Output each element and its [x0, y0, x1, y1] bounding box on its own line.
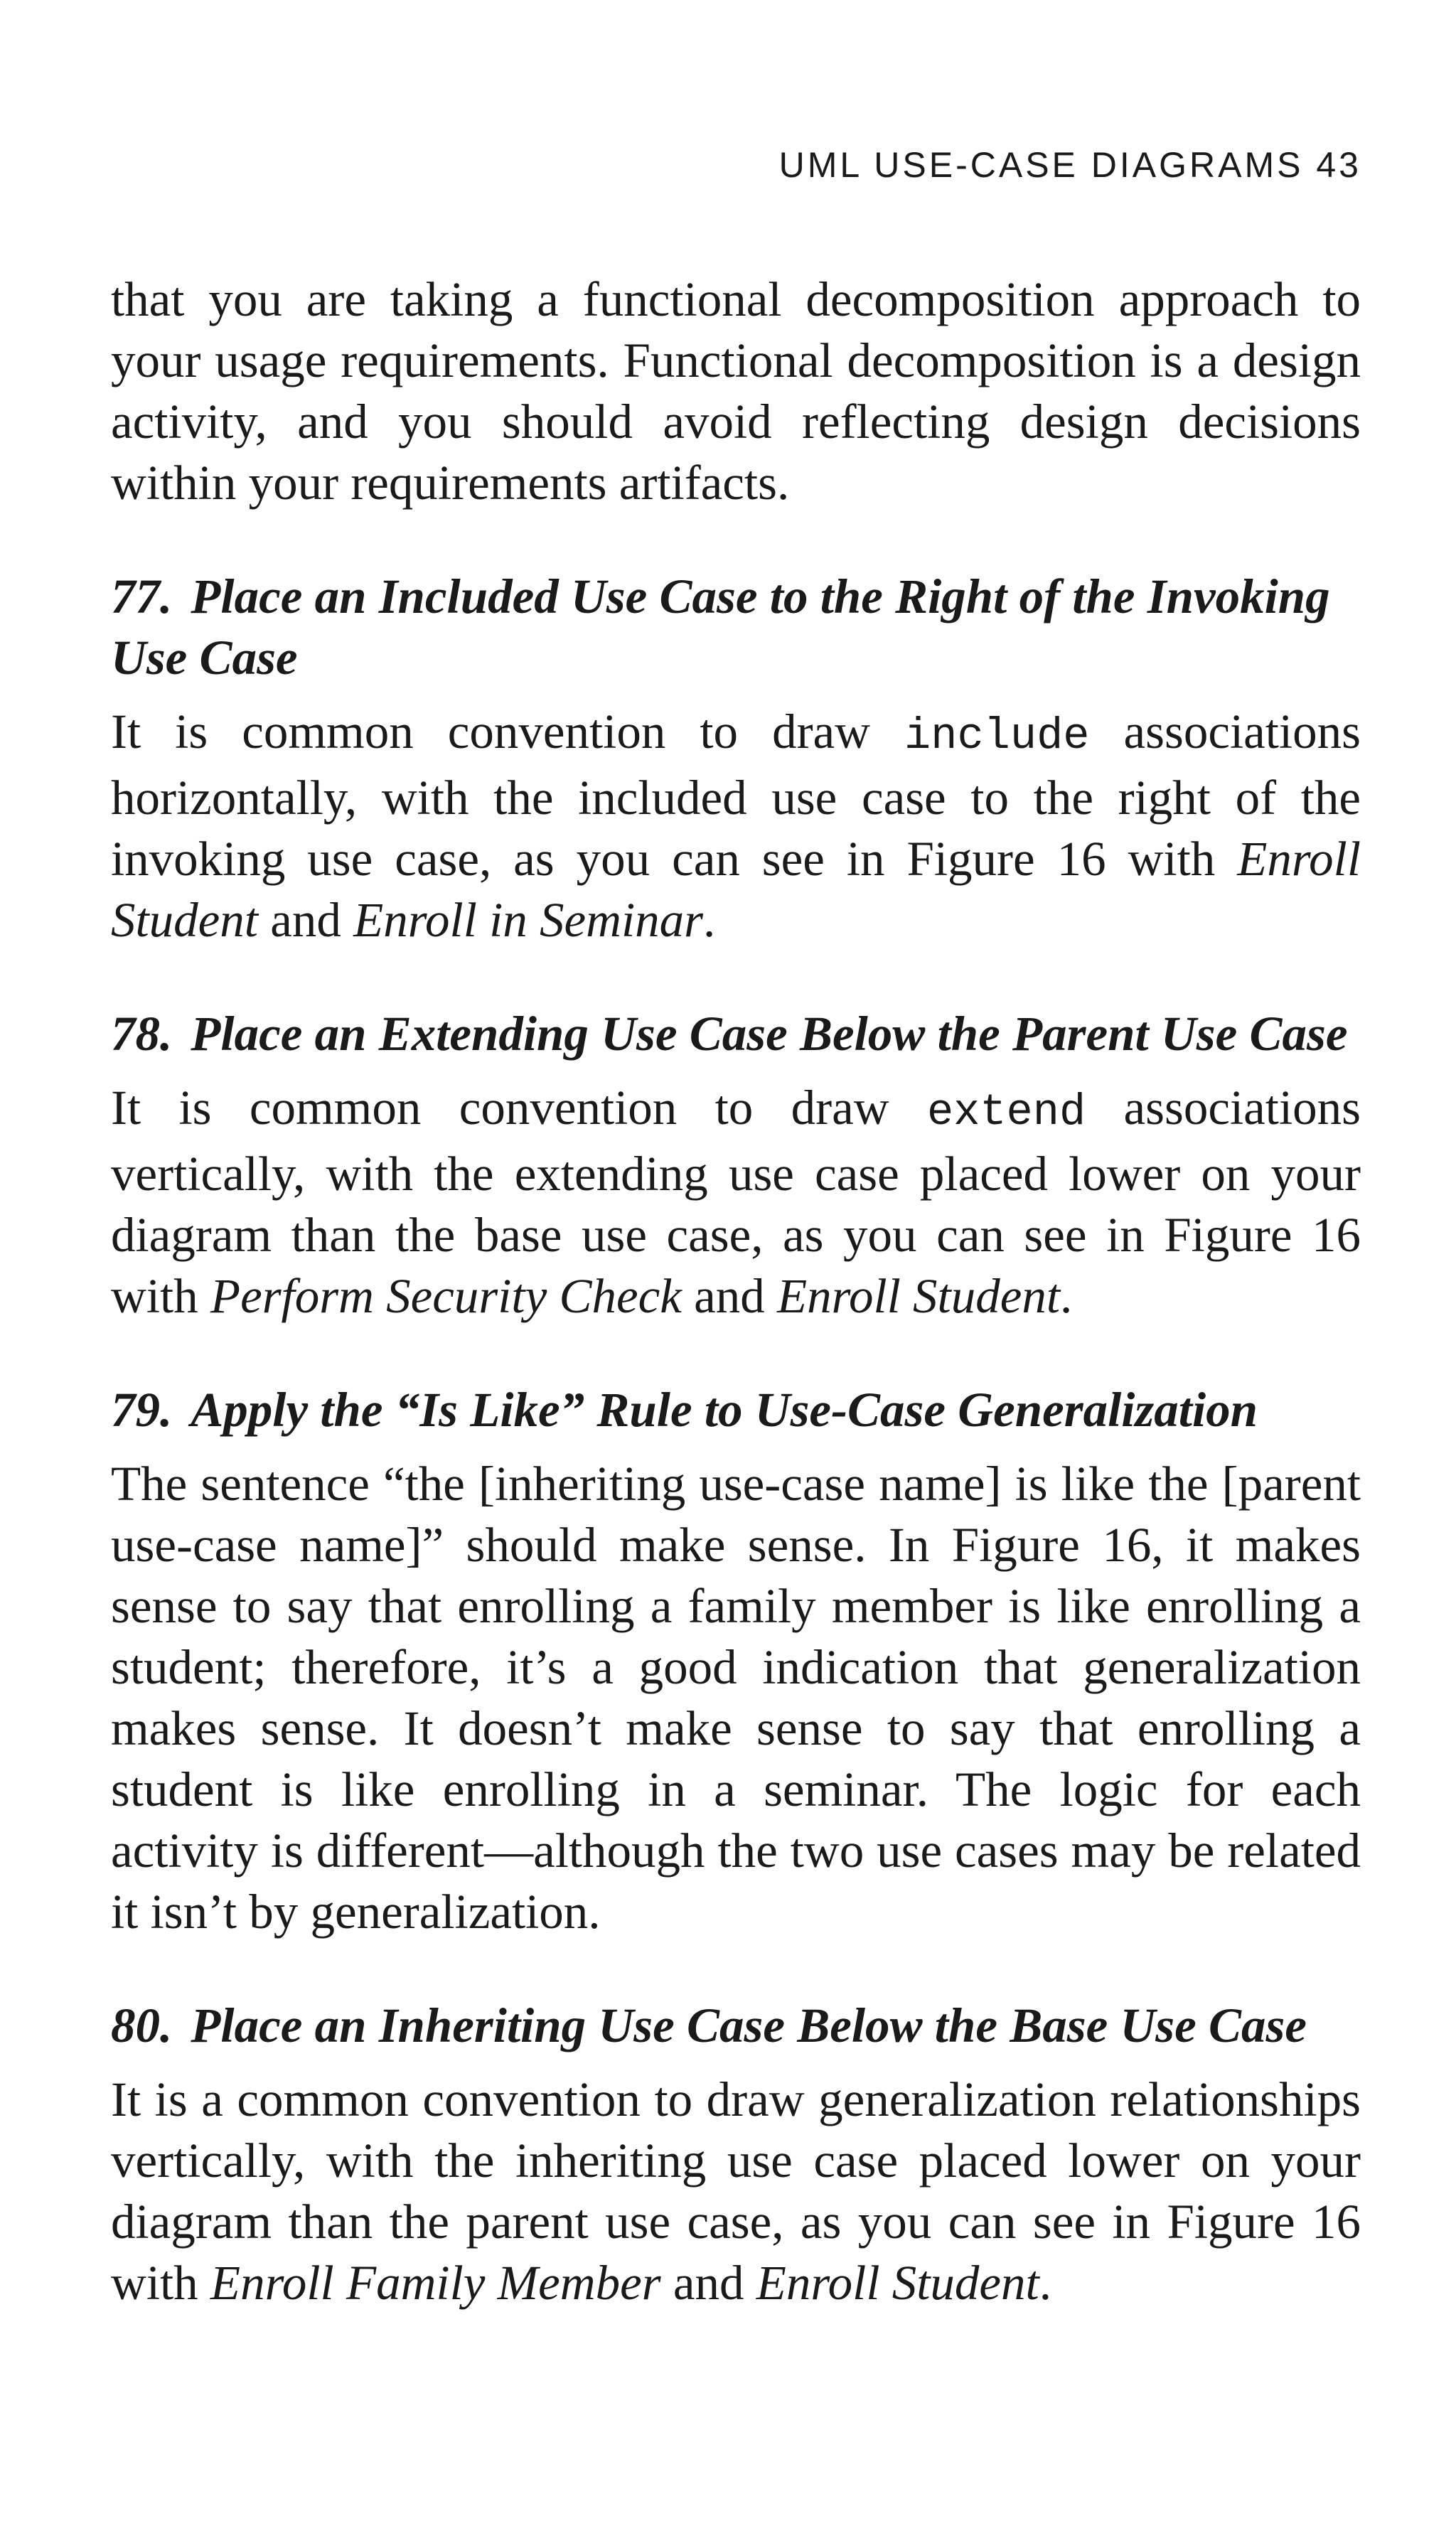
body-text: It is a common convention to draw generalization relationships vertically, with the inheriting use case placed lower on your diagram than the parent use case, as you can see in Figure 16 with — [111, 2072, 1361, 2310]
section-title: Place an Inheriting Use Case Below the Base Use Case — [191, 1998, 1307, 2052]
body-text: It is common convention to draw — [111, 705, 905, 759]
section-77-heading — [111, 566, 1361, 688]
section-79-heading — [111, 1379, 1361, 1440]
body-text: associations horizontally, with the included use case to the right of the invoking use case, as you can see in Figure 16 with — [111, 705, 1361, 886]
section-number: 78. — [111, 1007, 173, 1061]
use-case-name: Perform Security Check — [210, 1269, 682, 1323]
use-case-name: Enroll Student — [756, 2256, 1039, 2310]
running-head: UML USE-CASE DIAGRAMS 43 — [778, 145, 1361, 185]
section-77-body — [111, 701, 1361, 951]
body-text: and — [257, 893, 354, 947]
section-number: 77. — [111, 569, 173, 623]
body-text: . — [1039, 2256, 1051, 2310]
section-78-body — [111, 1077, 1361, 1327]
section-title: Apply the “Is Like” Rule to Use-Case Generalization — [191, 1383, 1258, 1437]
body-text: . — [703, 893, 716, 947]
section-78-heading — [111, 1003, 1361, 1064]
section-title: Place an Included Use Case to the Right of the Invoking Use Case — [111, 569, 1330, 685]
body-text: . — [1060, 1269, 1073, 1323]
section-number: 79. — [111, 1383, 173, 1437]
section-79-body: The sentence “the [inheriting use-case name] is like the [parent use-case name]” should make sense. In Figure 16, it makes sense to say that enrolling a family member is like enrolling a student; therefore, it’s a good indication that generalization makes sense. It doesn’t make sense to say that enrolling a student is like enrolling in a seminar. The logic for each activity is different—although the two use cases may be related it isn’t by generalization. — [111, 1457, 1361, 1939]
code-term: include — [904, 711, 1090, 761]
body-text: and — [681, 1269, 778, 1323]
section-number: 80. — [111, 1998, 173, 2052]
intro-paragraph: that you are taking a functional decomposition approach to your usage requirements. Functional decomposition is a design activity, and you should avoid reflecting design decisions within your requirements artifacts. — [111, 272, 1361, 510]
use-case-name: Enroll Student — [777, 1269, 1061, 1323]
body-text: It is common convention to draw — [111, 1081, 927, 1135]
section-80-heading — [111, 1995, 1361, 2056]
body-text: and — [660, 2256, 756, 2310]
use-case-name: Enroll in Seminar — [353, 893, 704, 947]
section-80-body — [111, 2069, 1361, 2313]
section-title: Place an Extending Use Case Below the Parent Use Case — [191, 1007, 1348, 1061]
use-case-name: Enroll Student — [111, 832, 1361, 947]
code-term: extend — [926, 1087, 1086, 1138]
use-case-name: Enroll Family Member — [210, 2256, 661, 2310]
body-text: associations vertically, with the extending use case placed lower on your diagram than the base use case, as you can see in Figure 16 with — [111, 1081, 1361, 1323]
page-body — [111, 269, 1361, 2313]
